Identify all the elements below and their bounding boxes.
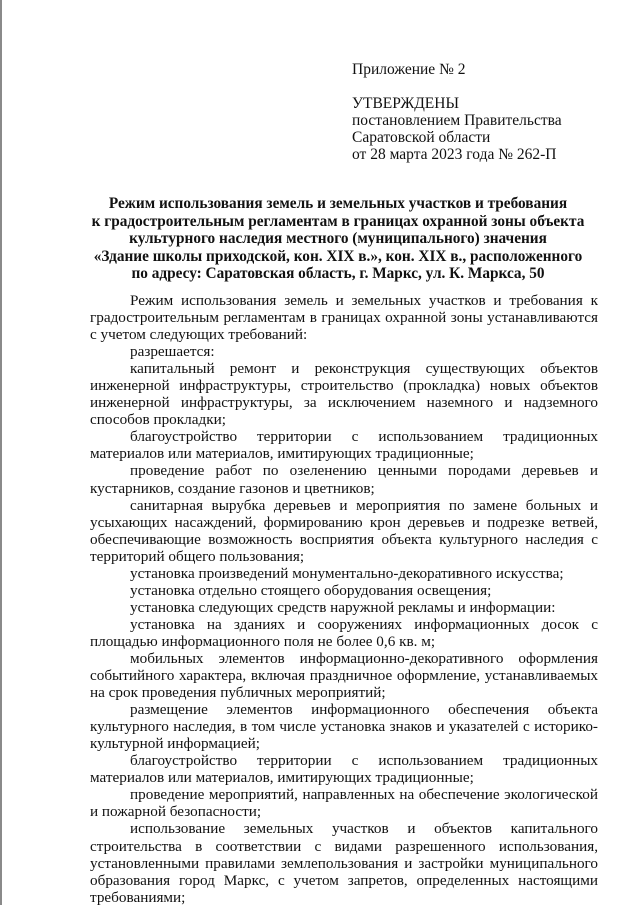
list-item: санитарная вырубка деревьев и мероприятия по замене больных и усыхающих насаждений, формированию крон деревьев и подрезке ветвей, обеспечивающие возможность восприятия объекта культурного наследия с территорий общего пользования;: [90, 496, 598, 565]
list-item: установка отдельно стоящего оборудования освещения;: [130, 581, 492, 599]
page-left-edge: [0, 0, 2, 905]
intro-paragraph: Режим использования земель и земельных участков и требования к градостроительным регламентам в границах охранной зоны устанавливаются с учетом следующих требований:: [90, 292, 598, 344]
list-item: использование земельных участков и объектов капитального строительства в соответствии с видами разрешенного использования, установленными правилами землепользования и застройки муниципального образования город Маркс, с учетом запретов, определенных настоящими требованиями;: [90, 820, 598, 906]
approval-line-3: от 28 марта 2023 года № 262-П: [352, 146, 557, 163]
allowed-heading: разрешается:: [130, 343, 215, 361]
list-item: установка следующих средств наружной рекламы и информации:: [130, 598, 556, 616]
list-item: мобильных элементов информационно-декоративного оформления событийного характера, включая праздничное оформление, устанавливаемых на срок проведения публичных мероприятий;: [90, 649, 598, 702]
title-line-4: «Здание школы приходской, кон. XIX в.», кон. XIX в., расположенного: [93, 247, 583, 265]
list-item: благоустройство территории с использованием традиционных материалов или материалов, имитирующих традиционные;: [90, 752, 598, 787]
document-body: [90, 292, 598, 906]
list-item: благоустройство территории с использованием традиционных материалов или материалов, имитирующих традиционные;: [90, 428, 598, 463]
approval-line-2: Саратовской области: [352, 129, 491, 146]
approval-line-1: постановлением Правительства: [352, 112, 562, 129]
list-item: установка на зданиях и сооружениях информационных досок с площадью информационного поля не более 0,6 кв. м;: [90, 615, 598, 650]
title-line-2: к градостроительным регламентам в границах охранной зоны объекта: [91, 212, 585, 230]
list-item: проведение мероприятий, направленных на обеспечение экологической и пожарной безопасности;: [90, 786, 598, 821]
title-line-1: Режим использования земель и земельных участков и требования: [108, 195, 568, 212]
document-title: [88, 195, 588, 283]
list-item: установка произведений монументально-декоративного искусства;: [130, 564, 564, 582]
title-line-5: по адресу: Саратовская область, г. Маркс, ул. К. Маркса, 50: [131, 265, 545, 282]
title-line-3: культурного наследия местного (муниципального) значения: [129, 230, 547, 247]
list-item: капитальный ремонт и реконструкция существующих объектов инженерной инфраструктуры, строительство (прокладка) новых объектов инженерной инфраструктуры, за исключением наземного и надземного способов прокладки;: [90, 360, 598, 429]
annex-number: Приложение № 2: [352, 61, 466, 78]
list-item: проведение работ по озеленению ценными породами деревьев и кустарников, создание газонов и цветников;: [90, 462, 598, 497]
list-item: размещение элементов информационного обеспечения объекта культурного наследия, в том числе установка знаков и указателей с историко-культурной информацией;: [90, 701, 598, 753]
approved-heading: УТВЕРЖДЕНЫ: [352, 95, 459, 112]
